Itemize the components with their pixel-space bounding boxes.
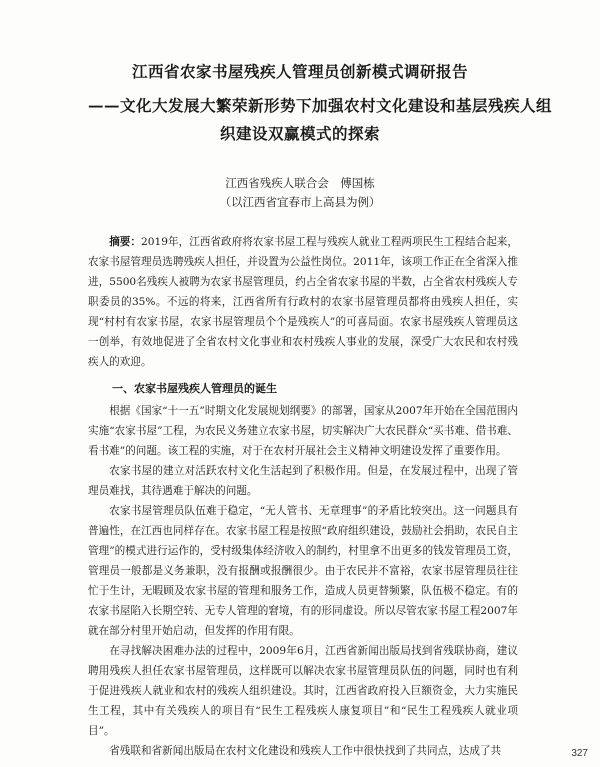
paragraph-5: 省残联和省新闻出版局在农村文化建设和残疾人工作中很快找到了共同点，达成了共 bbox=[109, 745, 502, 757]
paragraph-4: 在寻找解决困难办法的过程中，2009年6月，江西省新闻出版局找到省残联协商，建议聘用残疾人担任农家书屋管理员，这样既可以解决农家书屋管理员队伍的问题，同时也有利于促进残疾人就业和农村的残疾人组织建设。其时，江西省政府投入巨额资金，大力实施民生工程，其中有关残疾人的项目有“民生工程残疾人康复项目”和“民生工程残疾人就业项目”。 bbox=[88, 645, 518, 737]
abstract bbox=[88, 232, 518, 368]
title-line-3: 织建设双赢模式的探索 bbox=[219, 124, 380, 143]
paragraph-1: 根据《国家“十一五”时期文化发展规划纲要》的部署，国家从2007年开始在全国范围内实施“农家书屋”工程，为农民义务建立农家书屋，切实解决广大农民群众“买书难、借书难、看书难”的问题。该工程的实施，对于在农村开展社会主义精神文明建设发挥了重要作用。 bbox=[88, 405, 518, 457]
abstract-label: 摘要： bbox=[109, 236, 142, 248]
abstract-text: 2019年，江西省政府将农家书屋工程与残疾人就业工程两项民生工程结合起来，农家书屋管理员选聘残疾人担任，并设置为公益性岗位。2011年，该项工作正在全省深入推进，5500名残疾人被聘为农家书屋管理员，约占全省农家书屋的半数，占全省农村残疾人专职委员的35%。不远的将来，江西省所有行政村的农家书屋管理员都将由残疾人担任，实现“村村有农家书屋，农家书屋管理员个个是残疾人”的可喜局面。农家书屋残疾人管理员这一创举，有效地促进了全省农村文化事业和农村残疾人事业的发展，深受广大农民和农村残疾人的欢迎。 bbox=[88, 236, 518, 368]
paragraph-3: 农家书屋管理员队伍难于稳定，“无人管书、无章理事”的矛盾比较突出。这一问题具有普遍性，在江西也同样存在。农家书屋工程是按照“政府组织建设，鼓励社会捐助，农民自主管理”的模式进行运作的，受村级集体经济收入的制约，村里拿不出更多的钱发管理员工资，管理员一般都是义务兼职，没有报酬或报酬很少。由于农民并不富裕，农家书屋管理员往往忙于生计，无暇顾及农家书屋的管理和服务工作，造成人员更替频繁，队伍极不稳定。有的农家书屋陷入长期空转、无专人管理的窘境，有的形同虚设。所以尽管农家书屋工程2007年就在部分村里开始启动，但发挥的作用有限。 bbox=[88, 505, 518, 637]
author: 江西省残疾人联合会 傅国栋 bbox=[225, 176, 375, 190]
author-place: （以江西省宜春市上高县为例） bbox=[219, 195, 381, 209]
abstract-paragraph bbox=[88, 232, 518, 372]
paragraph-2: 农家书屋的建立对活跃农村文化生活起到了积极作用。但是，在发展过程中，出现了管理员难找，其待遇难于解决的问题。 bbox=[88, 465, 518, 497]
body-text bbox=[88, 401, 518, 761]
title-line-1: 江西省农家书屋残疾人管理员创新模式调研报告 bbox=[131, 62, 468, 81]
section-heading: 一、农家书屋残疾人管理员的诞生 bbox=[112, 382, 277, 395]
title-line-2: ——文化大发展大繁荣新形势下加强农村文化建设和基层残疾人组 bbox=[88, 96, 553, 115]
page-number: 327 bbox=[571, 748, 588, 759]
